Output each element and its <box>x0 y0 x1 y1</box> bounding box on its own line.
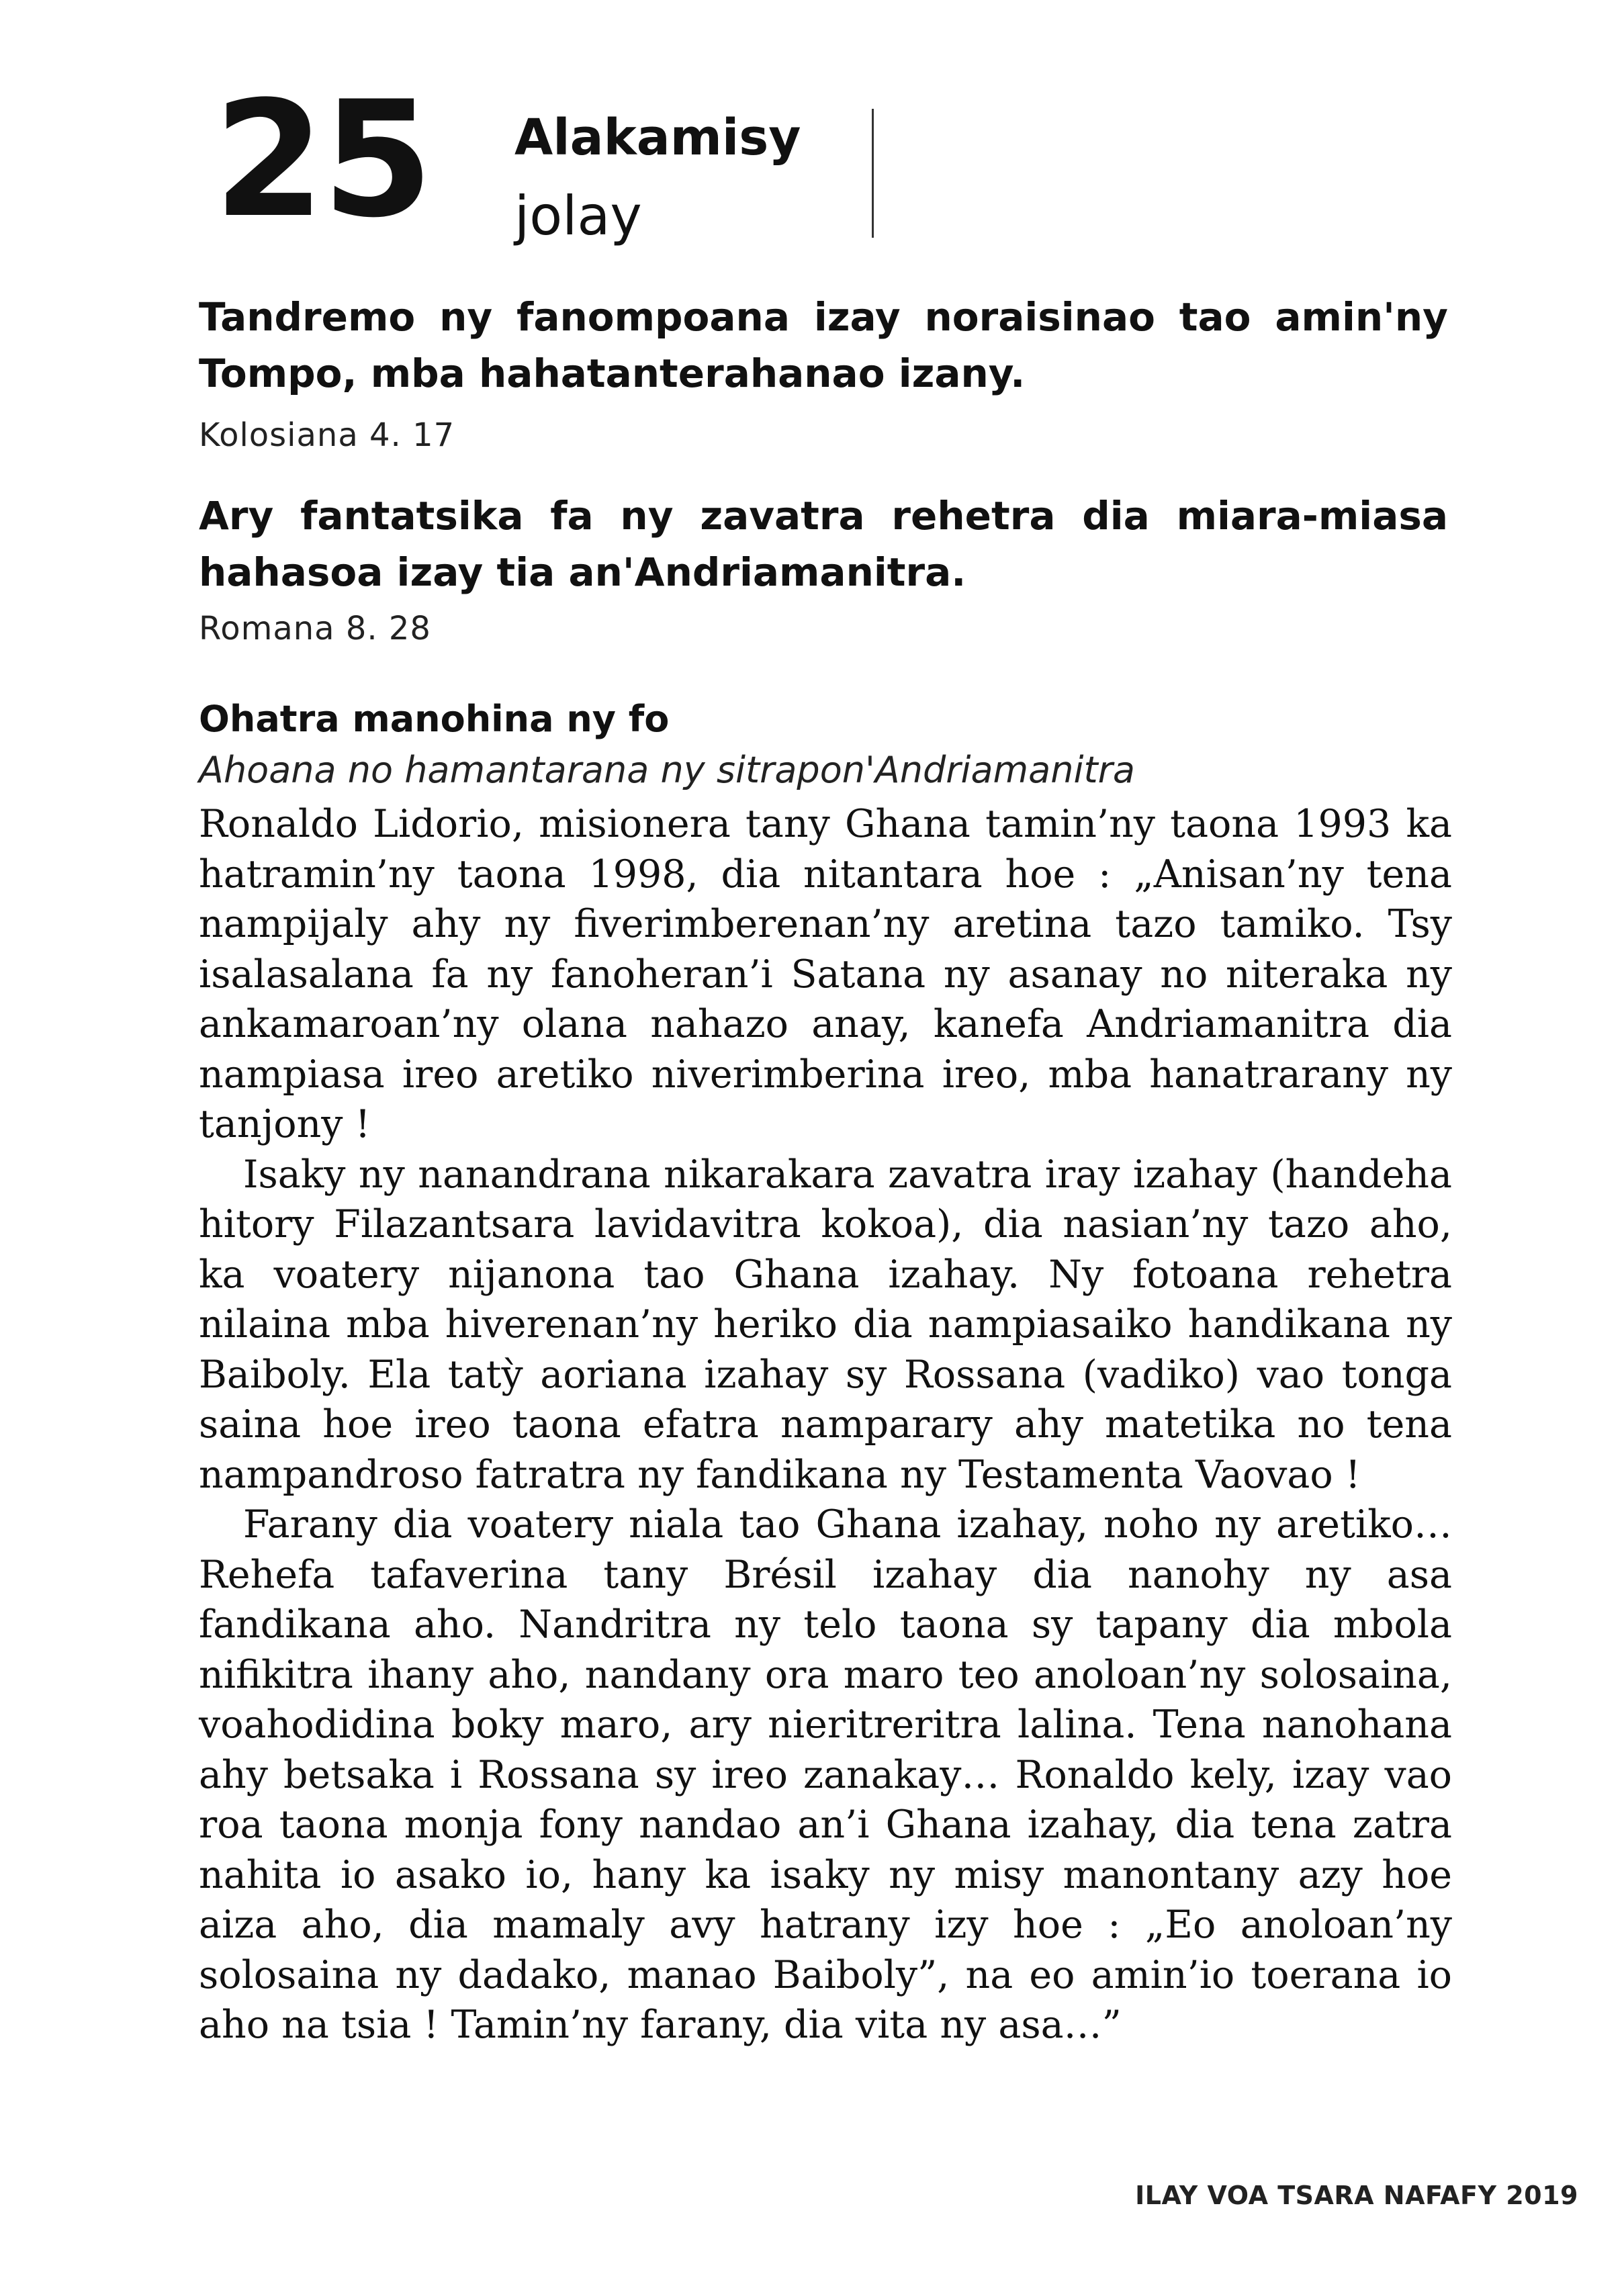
verse-text-2: Ary fantatsika fa ny zavatra rehetra dia miara-miasa hahasoa izay tia an'Andriamanitra. <box>199 493 1448 595</box>
footer-publication: ILAY VOA TSARA NAFAFY 2019 <box>1135 2181 1578 2210</box>
verse-reference-1: Kolosiana 4. 17 <box>199 416 455 454</box>
article-paragraph-2: Isaky ny nanandrana nikarakara zavatra iray izahay (handeha hitory Filazantsara lavidavitra kokoa), dia nasian’ny tazo aho, ka voatery nijanona tao Ghana izahay. Ny fotoana rehetra nilaina mba hiverenan’ny heriko dia nampiasaiko handikana ny Baiboly. Ela tatỳ aoriana izahay sy Rossana (vadiko) vao tonga saina hoe ireo taona efatra namparary ahy matetika no tena nampandroso fatratra ny fandikana ny Testamenta Vaovao ! <box>199 1152 1452 1497</box>
month-label: jolay <box>514 185 642 247</box>
day-number: 25 <box>214 67 431 253</box>
article-paragraph-1: Ronaldo Lidorio, misionera tany Ghana tamin’ny taona 1993 ka hatramin’ny taona 1998, dia nitantara hoe : „Anisan’ny tena nampijaly ahy ny fiverimberenan’ny aretina tazo tamiko. Tsy isalasalana fa ny fanoheran’i Satana ny asanay no niteraka ny ankamaroan’ny olana nahazo anay, kanefa Andriamanitra dia nampiasa ireo aretiko niverimberina ireo, mba hanatrarany ny tanjony ! <box>199 802 1452 1146</box>
verse-reference-2: Romana 8. 28 <box>199 610 431 647</box>
header-divider <box>872 109 874 238</box>
article-body <box>199 799 1452 2050</box>
article-title: Ohatra manohina ny fo <box>199 698 670 740</box>
article-paragraph-3: Farany dia voatery niala tao Ghana izahay, noho ny aretiko… Rehefa tafaverina tany Brésil izahay dia nanohy ny asa fandikana aho. Nandritra ny telo taona sy tapany dia mbola nifikitra ihany aho, nandany ora maro teo anoloan’ny solosaina, voahodidina boky maro, ary nieritreritra lalina. Tena nanohana ahy betsaka i Rossana sy ireo zanakay… Ronaldo kely, izay vao roa taona monja fony nandao an’i Ghana izahay, dia tena zatra nahita io asako io, hany ka isaky ny misy manontany azy hoe aiza aho, dia mamaly avy hatrany izy hoe : „Eo anoloan’ny solosaina ny dadako, manao Baiboly”, na eo amin’io toerana io aho na tsia ! Tamin’ny farany, dia vita ny asa…” <box>199 1502 1452 2047</box>
verse-text-1: Tandremo ny fanompoana izay noraisinao tao amin'ny Tompo, mba hahatanterahanao izany. <box>199 294 1448 396</box>
weekday-label: Alakamisy <box>514 109 801 167</box>
article-subtitle: Ahoana no hamantarana ny sitrapon'Andriamanitra <box>199 749 1135 791</box>
